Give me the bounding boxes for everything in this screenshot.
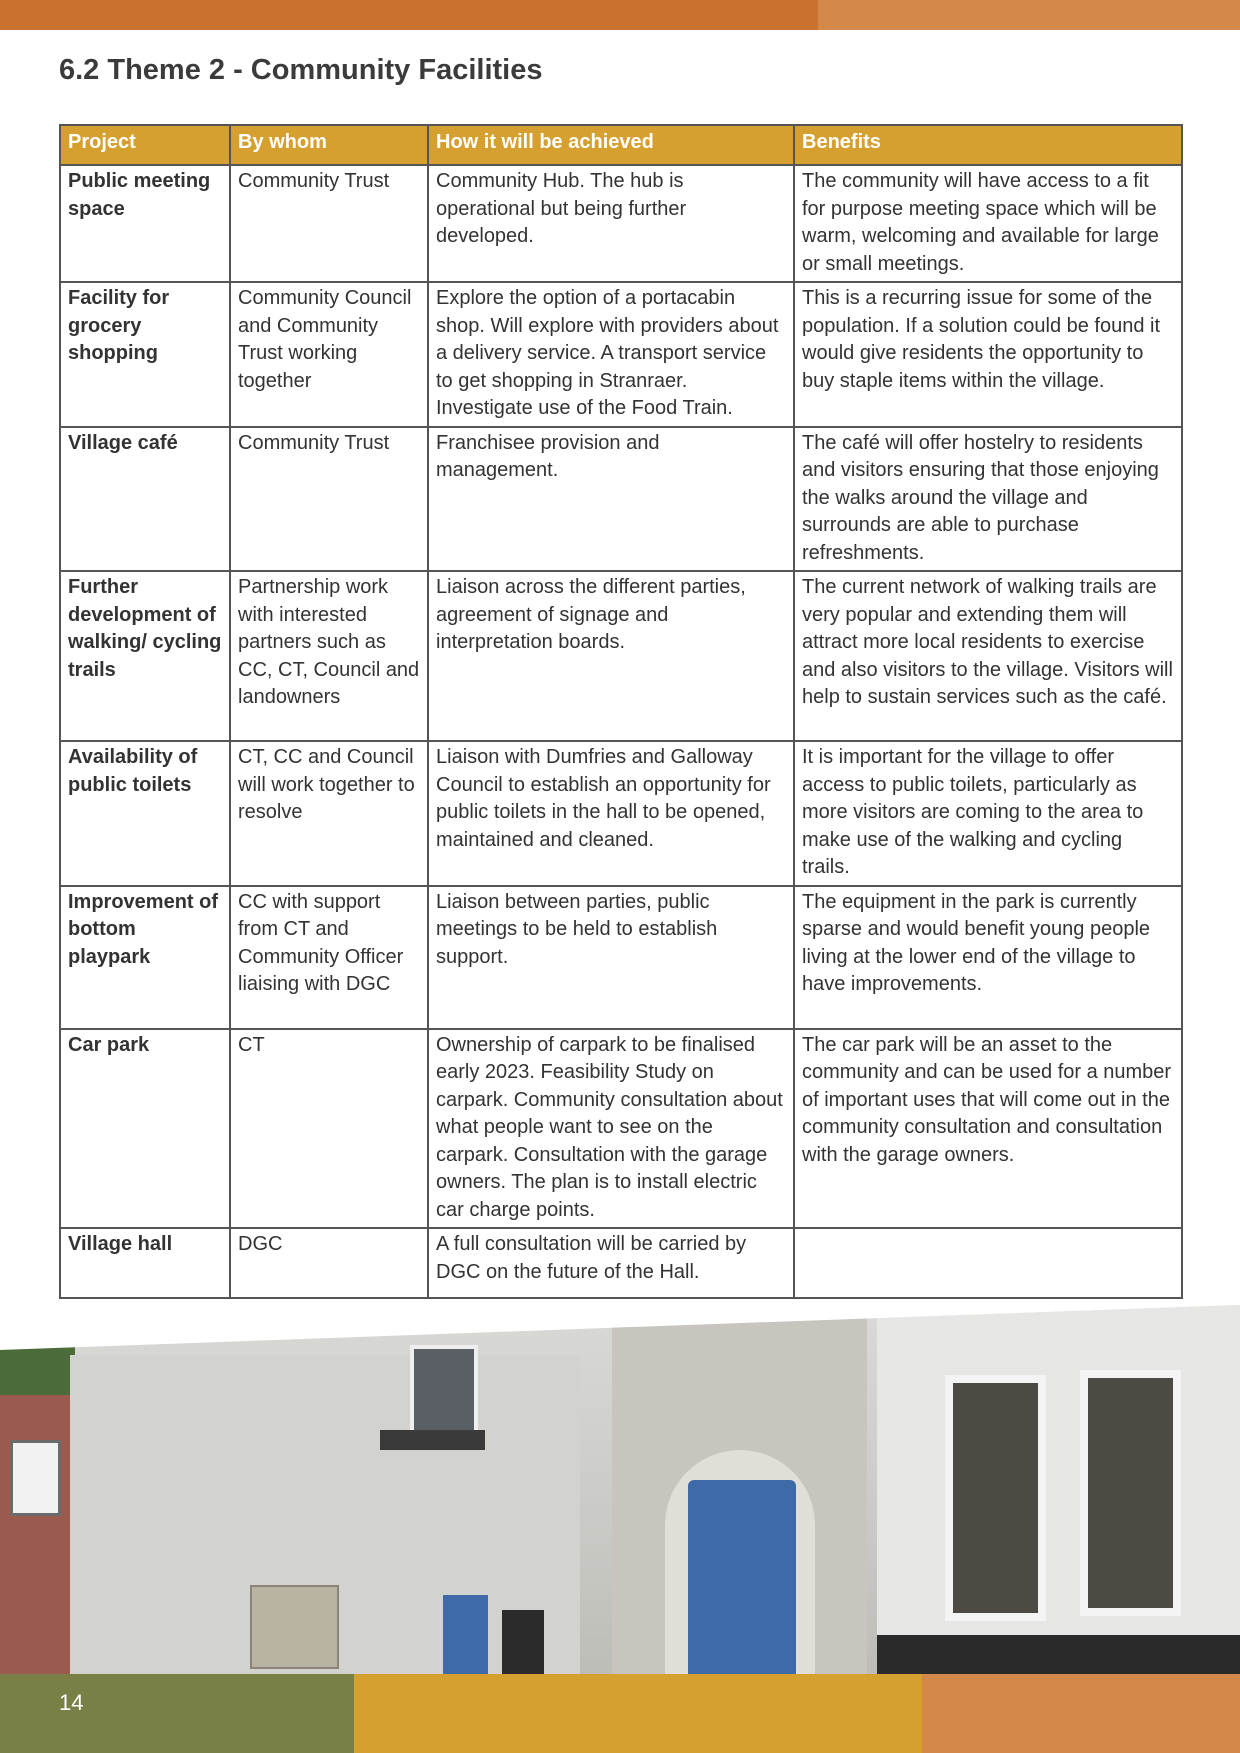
village-hall-photo [0, 1305, 1240, 1675]
table-row [60, 1029, 1182, 1229]
cell-project: Improvement of bottom playpark [60, 886, 230, 1029]
top-bar-segment-dark-orange [0, 0, 818, 30]
cell-project: Village hall [60, 1228, 230, 1298]
cell-by-whom: CT, CC and Council will work together to resolve [230, 741, 428, 886]
cell-by-whom: Community Council and Community Trust working together [230, 282, 428, 427]
top-color-bar [0, 0, 1240, 30]
cell-project: Facility for grocery shopping [60, 282, 230, 427]
header-project: Project [60, 125, 230, 165]
photo-neighbour-house [0, 1395, 70, 1675]
cell-project: Availability of public toilets [60, 741, 230, 886]
table-row [60, 282, 1182, 427]
table-row [60, 741, 1182, 886]
cell-how: Liaison with Dumfries and Galloway Council to establish an opportunity for public toilets in the hall to be opened, maintained and cleaned. [428, 741, 794, 886]
photo-house-window [10, 1440, 61, 1516]
table-row [60, 427, 1182, 572]
bottom-bar-segment-orange [922, 1674, 1240, 1753]
bottom-bar-segment-gold [354, 1674, 922, 1753]
page-number: 14 [59, 1690, 84, 1715]
cell-by-whom: Partnership work with interested partners such as CC, CT, Council and landowners [230, 571, 428, 741]
cell-how: Liaison between parties, public meetings to be held to establish support. [428, 886, 794, 1029]
cell-project: Further development of walking/ cycling trails [60, 571, 230, 741]
cell-benefits: The current network of walking trails are very popular and extending them will attract more local residents to exercise and also visitors to the village. Visitors will help to sustain services such as the café. [794, 571, 1182, 741]
photo-hall-wall [877, 1305, 1240, 1675]
cell-project: Car park [60, 1029, 230, 1229]
header-by-whom: By whom [230, 125, 428, 165]
photo-notice-board [502, 1610, 544, 1675]
top-bar-segment-light-orange [818, 0, 1240, 30]
photo-hall-window-left [945, 1375, 1046, 1621]
photo-blue-door [688, 1480, 796, 1675]
bottom-bar-segment-olive [0, 1674, 354, 1753]
cell-how: Ownership of carpark to be finalised early 2023. Feasibility Study on carpark. Community consultation about what people want to see on the carpark. Consultation with the garage owners. The plan is to install electric car charge points. [428, 1029, 794, 1229]
header-benefits: Benefits [794, 125, 1182, 165]
photo-wall-plinth [877, 1635, 1240, 1675]
table-header-row [60, 125, 1182, 165]
table-row [60, 571, 1182, 741]
cell-how: Liaison across the different parties, agreement of signage and interpretation boards. [428, 571, 794, 741]
photo-tree [0, 1325, 75, 1395]
photo-upper-window [410, 1345, 478, 1438]
bottom-color-bar [0, 1674, 1240, 1753]
table-row [60, 886, 1182, 1029]
cell-project: Public meeting space [60, 165, 230, 282]
cell-how: A full consultation will be carried by DGC on the future of the Hall. [428, 1228, 794, 1298]
header-how: How it will be achieved [428, 125, 794, 165]
cell-benefits: The equipment in the park is currently sparse and would benefit young people living at the lower end of the village to have improvements. [794, 886, 1182, 1029]
cell-by-whom: CC with support from CT and Community Officer liaising with DGC [230, 886, 428, 1029]
photo-window-sill [380, 1430, 485, 1450]
cell-by-whom: CT [230, 1029, 428, 1229]
cell-by-whom: Community Trust [230, 427, 428, 572]
photo-hall-window-right [1080, 1370, 1181, 1616]
table-row [60, 1228, 1182, 1298]
cell-project: Village café [60, 427, 230, 572]
cell-benefits: The community will have access to a fit for purpose meeting space which will be warm, welcoming and available for large or small meetings. [794, 165, 1182, 282]
photo-village-sign [250, 1585, 339, 1669]
cell-benefits [794, 1228, 1182, 1298]
cell-by-whom: Community Trust [230, 165, 428, 282]
table-row [60, 165, 1182, 282]
cell-benefits: This is a recurring issue for some of the population. If a solution could be found it would give residents the opportunity to buy staple items within the village. [794, 282, 1182, 427]
cell-how: Franchisee provision and management. [428, 427, 794, 572]
cell-benefits: The car park will be an asset to the community and can be used for a number of important uses that will come out in the community consultation and consultation with the garage owners. [794, 1029, 1182, 1229]
page-title: 6.2 Theme 2 - Community Facilities [59, 54, 543, 86]
cell-benefits: The café will offer hostelry to residents and visitors ensuring that those enjoying the walks around the village and surrounds are able to purchase refreshments. [794, 427, 1182, 572]
facilities-table [59, 124, 1183, 1299]
cell-benefits: It is important for the village to offer access to public toilets, particularly as more visitors are coming to the area to make use of the walking and cycling trails. [794, 741, 1182, 886]
photo-side-door [443, 1595, 488, 1675]
cell-how: Community Hub. The hub is operational but being further developed. [428, 165, 794, 282]
cell-by-whom: DGC [230, 1228, 428, 1298]
cell-how: Explore the option of a portacabin shop. Will explore with providers about a delivery service. A transport service to get shopping in Stranraer. Investigate use of the Food Train. [428, 282, 794, 427]
